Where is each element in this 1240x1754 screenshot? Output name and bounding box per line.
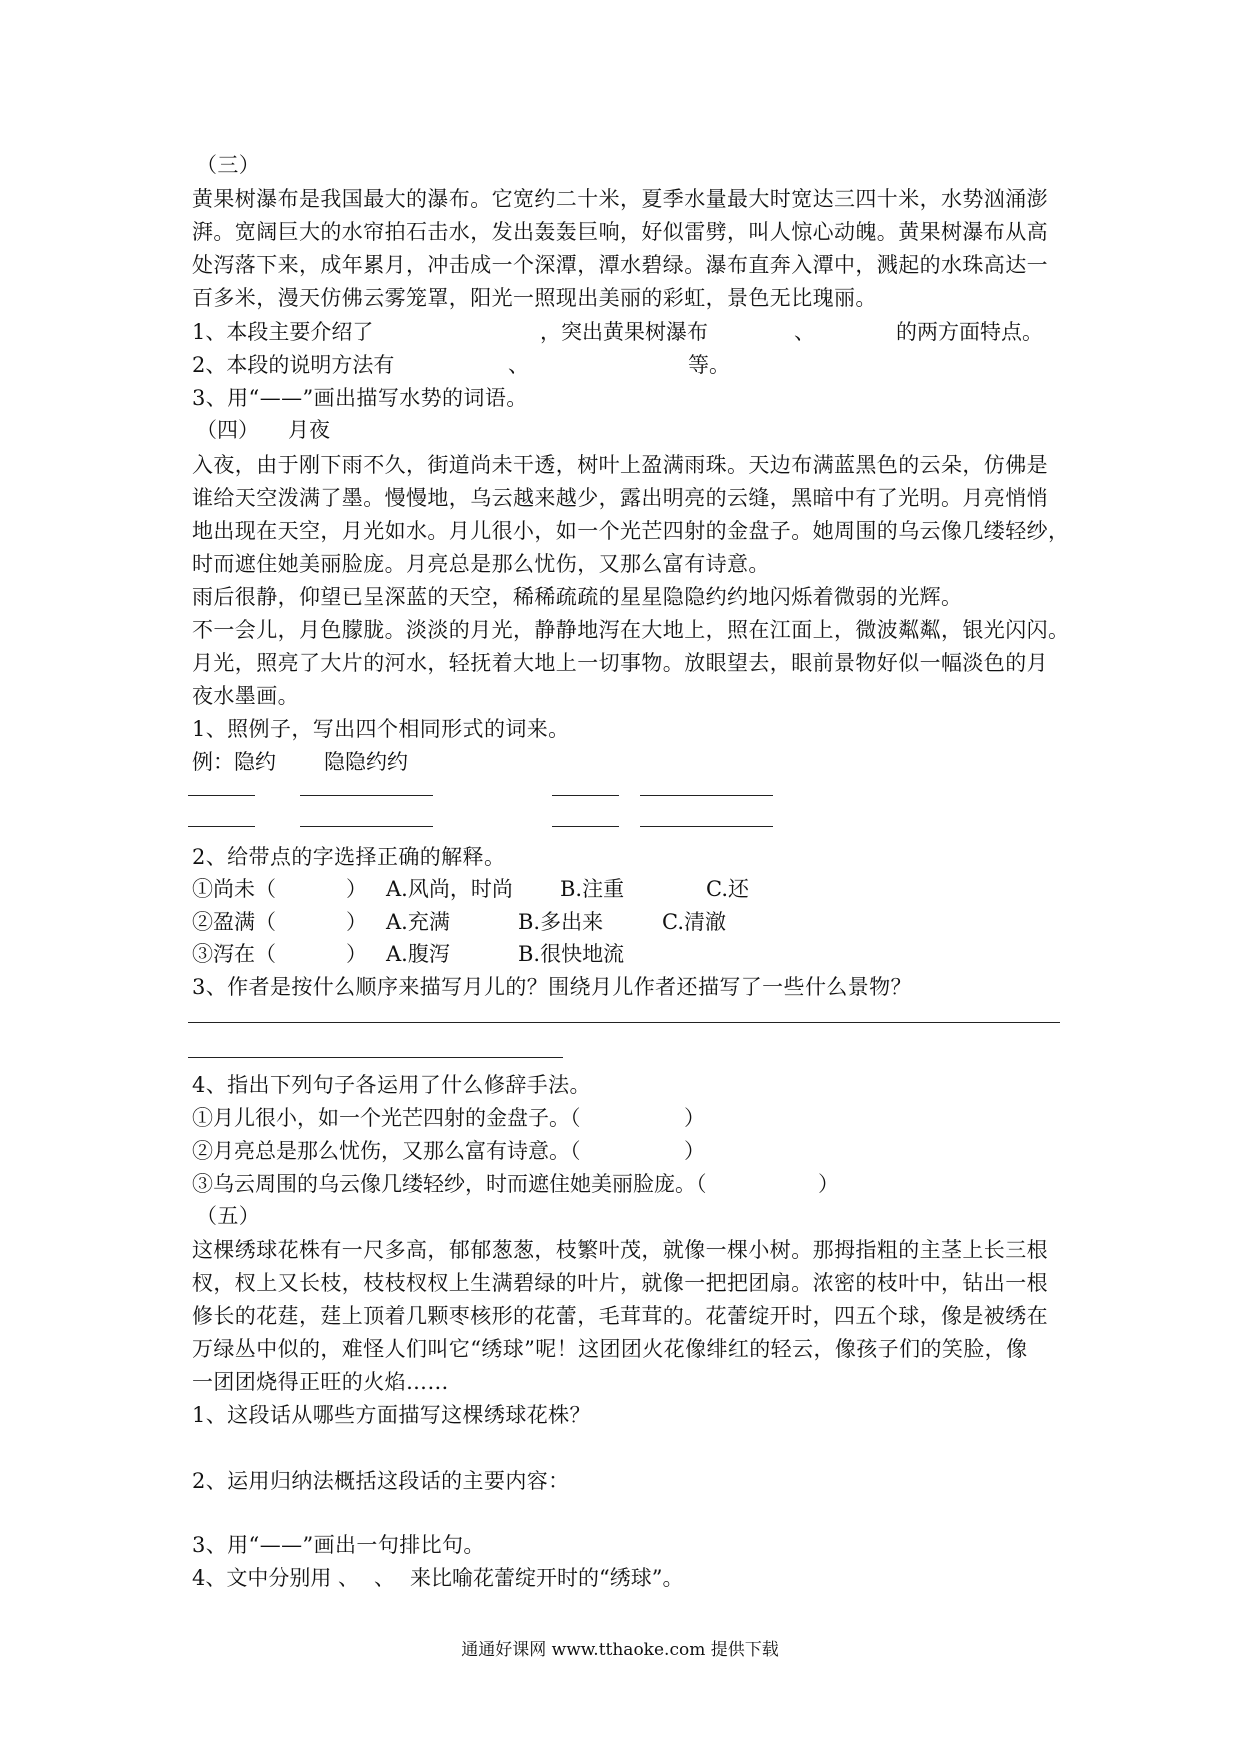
sec5-paragraph-line-4: 万绿丛中似的，难怪人们叫它“绣球”呢！这团团火花像绯红的轻云，像孩子们的笑脸，像 — [192, 1337, 1028, 1361]
choice-1-option-a: A.风尚，时尚 — [386, 877, 513, 901]
choice-3-close: ） — [346, 942, 367, 966]
sec5-q1: 1、这段话从哪些方面描写这棵绣球花株？ — [192, 1403, 591, 1427]
choice-2-option-c: C.清澈 — [662, 910, 726, 934]
rhetoric-2-text: ②月亮总是那么忧伤，又那么富有诗意。（ — [192, 1139, 581, 1163]
sec5-paragraph-line-5: 一团团烧得正旺的火焰…… — [192, 1370, 449, 1394]
choice-1-item: ①尚未（ — [192, 877, 276, 901]
section-4-heading: （四） — [196, 418, 259, 442]
choice-2-option-a: A.充满 — [386, 910, 450, 934]
sec5-q2: 2、运用归纳法概括这段话的主要内容： — [192, 1469, 570, 1493]
section-5-heading: （五） — [196, 1204, 261, 1228]
choice-2-item: ②盈满（ — [192, 910, 276, 934]
rhetoric-3-text: ③乌云周围的乌云像几缕轻纱，时而遮住她美丽脸庞。（ — [192, 1172, 707, 1196]
sec4-paragraph-line-1: 入夜，由于刚下雨不久，街道尚未干透，树叶上盈满雨珠。天边布满蓝黑色的云朵，仿佛是 — [192, 453, 1048, 477]
sec4-example-label: 例：隐约 — [192, 750, 276, 774]
sec3-q2-part-b: 、 — [508, 353, 529, 377]
choice-1-close: ） — [346, 877, 367, 901]
rhetoric-2-close: ） — [684, 1139, 705, 1163]
sec5-q4-part-b: 、 — [338, 1566, 359, 1590]
answer-line[interactable] — [552, 826, 619, 827]
answer-line[interactable] — [640, 826, 773, 827]
answer-line[interactable] — [188, 1057, 563, 1058]
sec4-paragraph-line-8: 夜水墨画。 — [192, 684, 299, 708]
answer-line[interactable] — [300, 795, 433, 796]
sec5-paragraph-line-3: 修长的花莛，莛上顶着几颗枣核形的花蕾，毛茸茸的。花蕾绽开时，四五个球，像是被绣在 — [192, 1304, 1048, 1328]
sec3-q1-part-a: 1、本段主要介绍了 — [192, 320, 374, 344]
sec5-q3: 3、用“——”画出一句排比句。 — [192, 1533, 485, 1557]
answer-line[interactable] — [188, 795, 255, 796]
sec3-q2-part-a: 2、本段的说明方法有 — [192, 353, 395, 377]
sec3-q2-part-c: 等。 — [688, 353, 730, 377]
sec3-q1-part-b: ，突出黄果树瀑布 — [540, 320, 708, 344]
section-3-heading: （三） — [196, 153, 261, 177]
rhetoric-3-close: ） — [818, 1172, 839, 1196]
sec5-q4-part-a: 4、文中分别用 — [192, 1566, 332, 1590]
sec5-paragraph-line-2: 杈，杈上又长枝，枝枝杈杈上生满碧绿的叶片，就像一把把团扇。浓密的枝叶中，钻出一根 — [192, 1271, 1048, 1295]
choice-3-item: ③泻在（ — [192, 942, 276, 966]
sec5-q4-part-c: 、 — [374, 1566, 395, 1590]
sec4-q4: 4、指出下列句子各运用了什么修辞手法。 — [192, 1073, 591, 1097]
sec3-q1-part-c: 、 — [794, 320, 815, 344]
answer-line[interactable] — [188, 826, 255, 827]
page-footer: 通通好课网 www.tthaoke.com 提供下载 — [461, 1640, 779, 1660]
sec4-paragraph-line-5: 雨后很静，仰望已呈深蓝的天空，稀稀疏疏的星星隐隐约约地闪烁着微弱的光辉。 — [192, 585, 963, 609]
sec4-q1: 1、照例子，写出四个相同形式的词来。 — [192, 717, 570, 741]
rhetoric-1-text: ①月儿很小，如一个光芒四射的金盘子。（ — [192, 1106, 581, 1130]
sec5-q4-part-d: 来比喻花蕾绽开时的“绣球”。 — [410, 1566, 684, 1590]
choice-3-option-b: B.很快地流 — [518, 942, 625, 966]
choice-1-option-b: B.注重 — [560, 877, 625, 901]
choice-2-close: ） — [346, 910, 367, 934]
section-4-title: 月夜 — [288, 418, 330, 442]
sec3-q1-part-d: 的两方面特点。 — [896, 320, 1043, 344]
sec3-q3: 3、用“——”画出描写水势的词语。 — [192, 386, 528, 410]
choice-1-option-c: C.还 — [706, 877, 749, 901]
sec4-paragraph-line-2: 谁给天空泼满了墨。慢慢地，乌云越来越少，露出明亮的云缝，黑暗中有了光明。月亮悄悄 — [192, 486, 1048, 510]
sec4-q2: 2、给带点的字选择正确的解释。 — [192, 845, 506, 869]
answer-line[interactable] — [640, 795, 773, 796]
sec3-paragraph-line-3: 处泻落下来，成年累月，冲击成一个深潭，潭水碧绿。瀑布直奔入潭中，溅起的水珠高达一 — [192, 253, 1048, 277]
sec4-paragraph-line-3: 地出现在天空，月光如水。月儿很小，如一个光芒四射的金盘子。她周围的乌云像几缕轻纱， — [192, 519, 1070, 543]
rhetoric-1-close: ） — [684, 1106, 705, 1130]
sec3-paragraph-line-4: 百多米，漫天仿佛云雾笼罩，阳光一照现出美丽的彩虹，景色无比瑰丽。 — [192, 286, 877, 310]
sec4-paragraph-line-6: 不一会儿，月色朦胧。淡淡的月光，静静地泻在大地上，照在江面上，微波粼粼，银光闪闪。 — [192, 618, 1070, 642]
answer-line[interactable] — [552, 795, 619, 796]
sec4-paragraph-line-4: 时而遮住她美丽脸庞。月亮总是那么忧伤，又那么富有诗意。 — [192, 552, 770, 576]
sec3-paragraph-line-2: 湃。宽阔巨大的水帘拍石击水，发出轰轰巨响，好似雷劈，叫人惊心动魄。黄果树瀑布从高 — [192, 220, 1048, 244]
sec4-paragraph-line-7: 月光，照亮了大片的河水，轻抚着大地上一切事物。放眼望去，眼前景物好似一幅淡色的月 — [192, 651, 1048, 675]
choice-3-option-a: A.腹泻 — [386, 942, 450, 966]
sec3-paragraph-line-1: 黄果树瀑布是我国最大的瀑布。它宽约二十米，夏季水量最大时宽达三四十米，水势汹涌澎 — [192, 187, 1048, 211]
choice-2-option-b: B.多出来 — [518, 910, 604, 934]
answer-line[interactable] — [188, 1022, 1060, 1023]
answer-line[interactable] — [300, 826, 433, 827]
sec4-example-answer: 隐隐约约 — [324, 750, 408, 774]
sec4-q3: 3、作者是按什么顺序来描写月儿的？围绕月儿作者还描写了一些什么景物？ — [192, 975, 912, 999]
sec5-paragraph-line-1: 这棵绣球花株有一尺多高，郁郁葱葱，枝繁叶茂，就像一棵小树。那拇指粗的主茎上长三根 — [192, 1238, 1048, 1262]
